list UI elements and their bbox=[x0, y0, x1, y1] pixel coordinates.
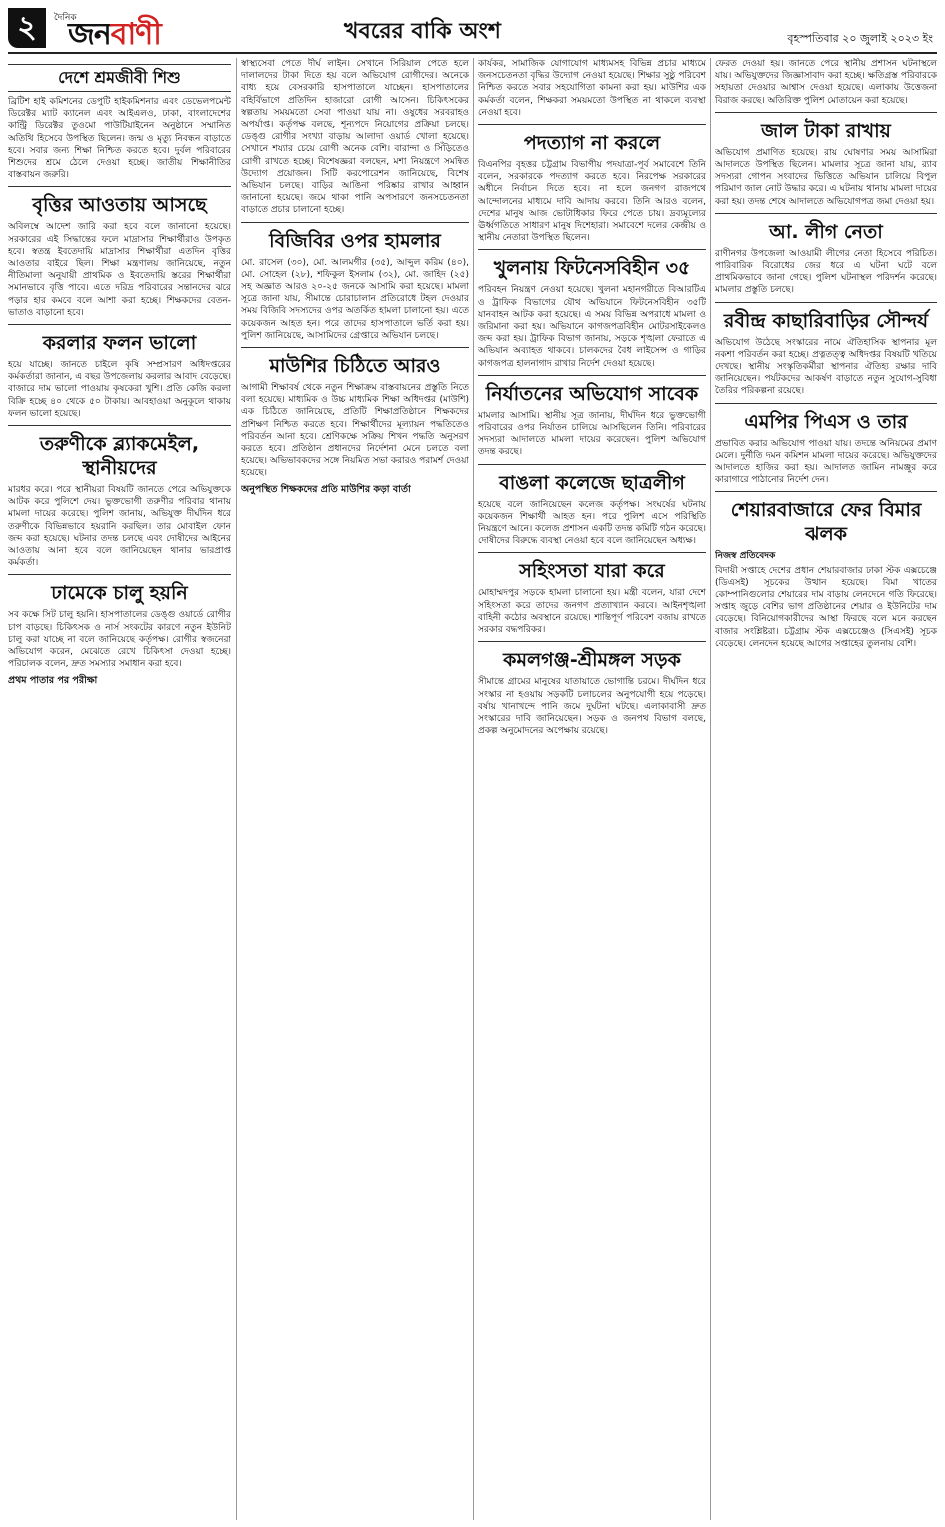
article-headline: জাল টাকা রাখায় bbox=[761, 119, 891, 142]
column-3 bbox=[478, 58, 706, 1520]
divider bbox=[715, 112, 937, 113]
article-headline: রবীন্দ্র কাছারিবাড়ির সৌন্দর্য bbox=[723, 309, 929, 332]
paper-name-part-a: জন bbox=[68, 17, 111, 52]
article-body: আগামী শিক্ষাবর্ষ থেকে নতুন শিক্ষাক্রম বাস্তবায়নের প্রস্তুতি নিতে বলা হয়েছে। মাধ্যমিক ও উচ্চ মাধ্যমিক শিক্ষা অধিদপ্তর (মাউশি) এক চিঠিতে জানিয়েছে, প্রতিটি শিক্ষাপ্রতিষ্ঠানে শিক্ষকদের প্রশিক্ষণ নিশ্চিত করতে হবে। শিক্ষার্থীদের মূল্যায়ন পদ্ধতিতেও পরিবর্তন আনা হবে। শ্রেণিকক্ষে সক্রিয় শিখন পদ্ধতি অনুসরণ করতে হবে। প্রতিষ্ঠান প্রধানদের নির্দেশনা মেনে চলতে বলা হয়েছে। অভিভাবকদের সঙ্গে নিয়মিত সভা করারও পরামর্শ দেওয়া হয়েছে। bbox=[241, 383, 469, 479]
article-body: ব্রিটিশ হাই কমিশনের ডেপুটি হাইকমিশনার এবং ডেভেলপমেন্ট ডিরেক্টর ম্যাট ক্যানেল এবং আইএলও, ঢাকা, বাংলাদেশের কান্ট্রি ডিরেক্টর তুওমো পাউটিয়াইনেন অনুষ্ঠানে সম্মানিত অতিথি হিসেবে উপস্থিত ছিলেন। জন্ম ও মৃত্যু নিবন্ধন বাড়াতে হবে। সবার জন্য শিক্ষা নিশ্চিত করতে হবে। দুর্বল পরিবারের শিশুদের শ্রমে ঠেলে দেওয়া হচ্ছে। জাতীয় শিক্ষানীতির বাস্তবায়ন জরুরি। bbox=[8, 97, 231, 181]
byline: নিজস্ব প্রতিবেদক bbox=[715, 551, 776, 562]
divider bbox=[715, 302, 937, 303]
article-body: মামলার আসামি। স্থানীয় সূত্র জানায়, দীর্ঘদিন ধরে ভুক্তভোগী পরিবারের ওপর নির্যাতন চালিয়ে আসছিলেন তিনি। পরিবারের সদস্যরা আদালতে মামলা দায়ের করেছেন। পুলিশ অভিযোগ তদন্ত করছে। bbox=[478, 410, 706, 458]
article-body: প্রভাবিত করার অভিযোগ পাওয়া যায়। তদন্তে অনিয়মের প্রমাণ মেলে। দুর্নীতি দমন কমিশন মামলা দায়ের করেছে। অভিযুক্তদের আদালতে হাজির করা হয়। আদালত জামিন নামঞ্জুর করে কারাগারে পাঠানোর নির্দেশ দেন। bbox=[715, 438, 937, 486]
article-headline: বাঙলা কলেজে ছাত্রলীগ bbox=[499, 471, 685, 494]
paper-prefix: দৈনিক bbox=[54, 13, 77, 23]
article-columns bbox=[8, 58, 937, 1520]
column-divider bbox=[473, 58, 474, 1520]
column-divider bbox=[710, 58, 711, 1520]
article-headline: আ. লীগ নেতা bbox=[769, 220, 883, 243]
article-headline: তরুণীকে ব্ল্যাকমেইল, স্থানীয়দের bbox=[39, 433, 200, 480]
article-headline: এমপির পিএস ও তার bbox=[744, 410, 908, 433]
divider bbox=[241, 347, 469, 348]
article-headline: খুলনায় ফিটনেসবিহীন ৩৫ bbox=[493, 257, 691, 280]
article-body: হয়েছে বলে জানিয়েছেন কলেজ কর্তৃপক্ষ। সংঘর্ষের ঘটনায় কয়েকজন শিক্ষার্থী আহত হন। পরে পুলিশ এসে পরিস্থিতি নিয়ন্ত্রণে আনে। কলেজ প্রশাসন একটি তদন্ত কমিটি গঠন করেছে। দোষীদের বিরুদ্ধে ব্যবস্থা নেওয়া হবে বলে জানিয়েছেন অধ্যক্ষ। bbox=[478, 499, 706, 547]
article-body: অভিযোগ উঠেছে সংস্কারের নামে ঐতিহাসিক স্থাপনার মূল নকশা পরিবর্তন করা হচ্ছে। প্রত্নতত্ত্ব অধিদপ্তর বিষয়টি খতিয়ে দেখছে। স্থানীয় সংস্কৃতিকর্মীরা স্থাপনার ঐতিহ্য রক্ষার দাবি জানিয়েছেন। পর্যটকদের আকর্ষণ বাড়াতে নতুন সুযোগ-সুবিধা তৈরির পরিকল্পনা রয়েছে। bbox=[715, 337, 937, 397]
article-body: অবিলম্বে আদেশ জারি করা হবে বলে জানানো হয়েছে। সরকারের এই সিদ্ধান্তের ফলে মাদ্রাসার শিক্ষার্থীরাও উপকৃত হবে। স্বতন্ত্র ইবতেদায়ি মাদ্রাসার শিক্ষার্থীরা এতদিন বৃত্তির আওতার বাইরে ছিল। শিক্ষা মন্ত্রণালয় জানিয়েছে, নতুন নীতিমালা অনুযায়ী প্রাথমিক ও ইবতেদায়ি স্তরের শিক্ষার্থীরা সমানভাবে বৃত্তি পাবে। এতে দরিদ্র পরিবারের সন্তানদের ঝরে পড়ার হার কমবে বলে আশা করা হচ্ছে। শিক্ষকদের বেতন-ভাতাও বাড়ানো হবে। bbox=[8, 222, 231, 318]
divider bbox=[478, 375, 706, 376]
divider bbox=[8, 324, 231, 325]
divider bbox=[8, 186, 231, 187]
article-body: রাণীনগর উপজেলা আওয়ামী লীগের নেতা হিসেবে পরিচিত। পারিবারিক বিরোধের জের ধরে এ ঘটনা ঘটে বলে প্রাথমিকভাবে জানা গেছে। পুলিশ ঘটনাস্থল পরিদর্শন করেছে। মামলার প্রস্তুতি চলছে। bbox=[715, 248, 937, 296]
article-body: হয়ে যাচ্ছে। জানতে চাইলে কৃষি সম্প্রসারণ অধিদপ্তরের কর্মকর্তারা জানান, এ বছর উপজেলায় করলার আবাদ বেড়েছে। বাজারে দাম ভালো পাওয়ায় কৃষকেরা খুশি। প্রতি কেজি করলা বিক্রি হচ্ছে ৪০ থেকে ৫০ টাকায়। আবহাওয়া অনুকূলে থাকায় ফলন ভালো হয়েছে। bbox=[8, 360, 231, 419]
divider bbox=[715, 403, 937, 404]
article-headline: নির্যাতনের অভিযোগ সাবেক bbox=[485, 382, 699, 405]
paper-logo bbox=[68, 10, 161, 61]
divider bbox=[715, 491, 937, 492]
article-headline: ঢামেকে চালু হয়নি bbox=[51, 582, 188, 605]
article-body: সীমান্তে গ্রামের মানুষের যাতায়াতে ভোগান্তি চরমে। দীর্ঘদিন ধরে সংস্কার না হওয়ায় সড়কটি চলাচলের অনুপযোগী হয়ে পড়েছে। বর্ষায় খানাখন্দে পানি জমে দুর্ঘটনা ঘটছে। এলাকাবাসী দ্রুত সংস্কারের দাবি জানিয়েছেন। সড়ক ও জনপথ বিভাগ বলছে, প্রকল্প অনুমোদনের অপেক্ষায় রয়েছে। bbox=[478, 677, 706, 737]
sub-heading: প্রথম পাতার পর পরীক্ষা bbox=[8, 674, 98, 686]
section-title: খবরের বাকি অংশ bbox=[344, 19, 501, 44]
article-headline: করলার ফলন ভালো bbox=[42, 332, 197, 355]
article-body: অভিযোগ প্রমাণিত হয়েছে। রায় ঘোষণার সময় আসামিরা আদালতে উপস্থিত ছিলেন। মামলার সূত্রে জানা যায়, র‌্যাব সদস্যরা গোপন সংবাদের ভিত্তিতে অভিযান চালিয়ে বিপুল পরিমাণ জাল নোট উদ্ধার করে। এ ঘটনায় থানায় মামলা দায়ের করা হয়। তদন্ত শেষে আদালতে অভিযোগপত্র জমা দেওয়া হয়। bbox=[715, 147, 937, 207]
column-2 bbox=[241, 58, 469, 1520]
article-headline: বৃত্তির আওতায় আসছে bbox=[32, 194, 207, 217]
column-1 bbox=[8, 58, 231, 1520]
article-headline: দেশে শ্রমজীবী শিশু bbox=[8, 64, 231, 92]
divider bbox=[478, 124, 706, 125]
article-body: স্বাস্থ্যসেবা পেতে দীর্ঘ লাইন। সেখানে সিরিয়াল পেতে হলে দালালদের টাকা দিতে হয় বলে অভিযোগ রোগীদের। অনেকে বাধ্য হয়ে বেসরকারি হাসপাতালে যাচ্ছেন। হাসপাতালের বহির্বিভাগে প্রতিদিন হাজারো রোগী আসেন। চিকিৎসকের স্বল্পতায় সময়মতো সেবা পাওয়া যায় না। ওষুধের সরবরাহও অপর্যাপ্ত। কর্তৃপক্ষ বলছে, শূন্যপদে নিয়োগের প্রক্রিয়া চলছে। ডেঙ্গু রোগীর সংখ্যা বাড়ায় আলাদা ওয়ার্ড খোলা হয়েছে। সেখানে শয্যার চেয়ে রোগী অনেক বেশি। বারান্দা ও সিঁড়িতেও রোগী রাখতে হচ্ছে। বিশেষজ্ঞরা বলছেন, মশা নিয়ন্ত্রণে সমন্বিত উদ্যোগ প্রয়োজন। সিটি করপোরেশন জানিয়েছে, বিশেষ অভিযান চলছে। বাড়ির আঙিনা পরিষ্কার রাখার আহ্বান জানানো হয়েছে। জমে থাকা পানি অপসারণে জনসচেতনতা বাড়াতে প্রচার চালানো হচ্ছে। bbox=[241, 59, 469, 216]
divider bbox=[478, 641, 706, 642]
column-divider bbox=[236, 58, 237, 1520]
article-body: বিএনপির বৃহত্তর চট্টগ্রাম বিভাগীয় পদযাত্রা-পূর্ব সমাবেশে তিনি বলেন, সরকারকে পদত্যাগ করতে হবে। নিরপেক্ষ সরকারের অধীনে নির্বাচন দিতে হবে। না হলে জনগণ রাজপথে আন্দোলনের মাধ্যমে দাবি আদায় করবে। তিনি আরও বলেন, দেশের মানুষ আজ ভোটাধিকার ফিরে পেতে চায়। দ্রব্যমূল্যের ঊর্ধ্বগতিতে সাধারণ মানুষ দিশেহারা। সমাবেশে দলের কেন্দ্রীয় ও স্থানীয় নেতারা উপস্থিত ছিলেন। bbox=[478, 160, 706, 244]
article-body: সব কক্ষে সিট চালু হয়নি। হাসপাতালের ডেঙ্গু ওয়ার্ডে রোগীর চাপ বাড়ছে। চিকিৎসক ও নার্স সংকটের কারণে নতুন ইউনিট চালু করা যাচ্ছে না বলে জানিয়েছে কর্তৃপক্ষ। রোগীর স্বজনেরা অভিযোগ করেন, মেঝেতে রেখে চিকিৎসা দেওয়া হচ্ছে। পরিচালক বলেন, দ্রুত সমস্যার সমাধান করা হবে। bbox=[8, 610, 231, 670]
article-body: মারধর করে। পরে স্থানীয়রা বিষয়টি জানতে পেরে অভিযুক্তকে আটক করে পুলিশে দেয়। ভুক্তভোগী তরুণীর পরিবার থানায় মামলা দায়ের করেছে। পুলিশ জানায়, অভিযুক্ত দীর্ঘদিন ধরে তরুণীকে বিভিন্নভাবে হয়রানি করছিল। তার মোবাইল ফোন জব্দ করা হয়েছে। ঘটনার তদন্ত চলছে এবং দোষীদের আইনের আওতায় আনা হবে বলে জানিয়েছেন থানার ভারপ্রাপ্ত কর্মকর্তা। bbox=[8, 485, 231, 569]
issue-date: বৃহস্পতিবার ২০ জুলাই ২০২৩ ইং bbox=[787, 32, 933, 45]
divider bbox=[715, 213, 937, 214]
article-body: ফেরত দেওয়া হয়। জানতে পেরে স্থানীয় প্রশাসন ঘটনাস্থলে যায়। অভিযুক্তদের জিজ্ঞাসাবাদ করা হচ্ছে। ক্ষতিগ্রস্ত পরিবারকে সহায়তা দেওয়ার আশ্বাস দেওয়া হয়েছে। এলাকায় উত্তেজনা বিরাজ করছে। অতিরিক্ত পুলিশ মোতায়েন করা হয়েছে। bbox=[715, 59, 937, 106]
article-headline: বিজিবির ওপর হামলার bbox=[269, 229, 441, 252]
article-headline: শেয়ারবাজারে ফের বিমার ঝলক bbox=[730, 499, 922, 546]
divider bbox=[478, 552, 706, 553]
article-headline: সহিংসতা যারা করে bbox=[519, 560, 665, 583]
article-headline: কমলগঞ্জ-শ্রীমঙ্গল সড়ক bbox=[503, 649, 681, 672]
page-number: ২ bbox=[8, 8, 46, 48]
divider bbox=[241, 222, 469, 223]
divider bbox=[8, 574, 231, 575]
divider bbox=[8, 425, 231, 426]
article-headline: মাউশির চিঠিতে আরও bbox=[269, 355, 441, 378]
divider bbox=[478, 464, 706, 465]
article-body: মোহাম্মদপুর সড়কে হামলা চালানো হয়। মন্ত্রী বলেন, যারা দেশে সহিংসতা করে তাদের জনগণ প্রত্যাখ্যান করবে। আইনশৃঙ্খলা বাহিনী কঠোর অবস্থানে রয়েছে। শান্তিপূর্ণ পরিবেশ বজায় রাখতে সরকার বদ্ধপরিকর। bbox=[478, 588, 706, 636]
article-headline: পদত্যাগ না করলে bbox=[523, 132, 661, 155]
column-4 bbox=[715, 58, 937, 1520]
masthead bbox=[8, 8, 937, 54]
article-body: পরিবহন নিয়ন্ত্রণ নেওয়া হয়েছে। খুলনা মহানগরীতে বিআরটিএ ও ট্রাফিক বিভাগের যৌথ অভিযানে ফিটনেসবিহীন ৩৫টি যানবাহন আটক করা হয়েছে। এ সময় বিভিন্ন অপরাধে মামলা ও জরিমানা করা হয়। অভিযানে কাগজপত্রবিহীন মোটরসাইকেলও জব্দ করা হয়। ট্রাফিক বিভাগ জানায়, সড়কে শৃঙ্খলা ফেরাতে এ অভিযান অব্যাহত থাকবে। চালকদের বৈধ লাইসেন্স ও গাড়ির কাগজপত্র হালনাগাদ রাখার নির্দেশ দেওয়া হয়েছে। bbox=[478, 285, 706, 369]
paper-name-part-b: বাণী bbox=[110, 17, 161, 52]
article-body: কার্যকর, সামাজিক যোগাযোগ মাধ্যমসহ বিভিন্ন প্রচার মাধ্যমে জনসচেতনতা বৃদ্ধির উদ্যোগ নেওয়া হয়েছে। শিক্ষার সুষ্ঠু পরিবেশ নিশ্চিত করতে সবার সহযোগিতা কামনা করা হয়। মাউশির এক কর্মকর্তা বলেন, শিক্ষকরা সময়মতো উপস্থিত না থাকলে ব্যবস্থা নেওয়া হবে। bbox=[478, 59, 706, 118]
sub-heading: অনুপস্থিত শিক্ষকদের প্রতি মাউশির কড়া বার্তা bbox=[241, 483, 411, 495]
article-body: বিদায়ী সপ্তাহে দেশের প্রধান শেয়ারবাজার ঢাকা স্টক এক্সচেঞ্জে (ডিএসই) সূচকের উত্থান হয়েছে। বিমা খাতের কোম্পানিগুলোর শেয়ারের দাম বাড়ায় লেনদেনে গতি ফিরেছে। সপ্তাহ জুড়ে বেশির ভাগ প্রতিষ্ঠানের শেয়ার ও ইউনিটের দাম বেড়েছে। বিনিয়োগকারীদের আস্থা ফিরছে বলে মনে করছেন বাজার সংশ্লিষ্টরা। চট্টগ্রাম স্টক এক্সচেঞ্জেও (সিএসই) সূচক বেড়েছে। লেনদেন হয়েছে আগের সপ্তাহের তুলনায় বেশি। bbox=[715, 565, 937, 649]
article-body: মো. রাসেল (৩০), মো. আলমগীর (৩৫), আব্দুল করিম (৪০), মো. সোহেল (২৮), শফিকুল ইসলাম (৩২), মো. জাহিদ (২৫) সহ অজ্ঞাত আরও ২০-২৫ জনকে আসামি করা হয়েছে। মামলা সূত্রে জানা যায়, সীমান্তে চোরাচালান প্রতিরোধে টহল দেওয়ার সময় বিজিবি সদস্যদের ওপর অতর্কিত হামলা চালানো হয়। এতে কয়েকজন আহত হন। পরে তাদের হাসপাতালে ভর্তি করা হয়। পুলিশ জানিয়েছে, আসামিদের গ্রেপ্তারে অভিযান চলছে। bbox=[241, 257, 469, 341]
divider bbox=[478, 249, 706, 250]
